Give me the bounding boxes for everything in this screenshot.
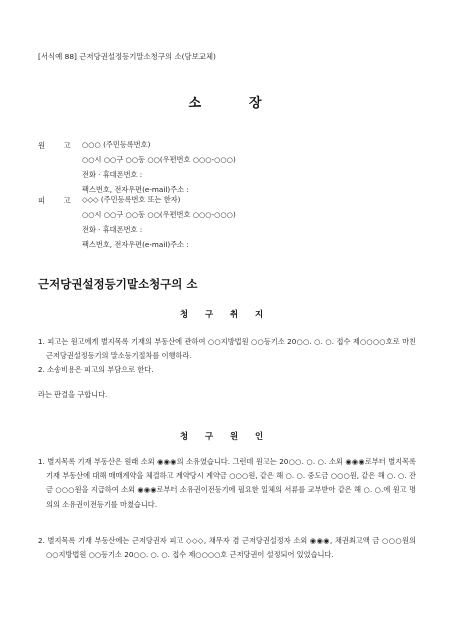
plaintiff-name: ○○○ (주민등록번호)	[82, 140, 151, 149]
reason-heading: 청 구 원 인	[179, 431, 271, 441]
claim-item: 2. 소송비용은 피고의 부담으로 한다.	[38, 365, 154, 375]
defendant-name: ◇◇◇ (주민등록번호 또는 한자)	[82, 195, 181, 204]
defendant-fax-email: 팩스번호, 전자우편(e-mail)주소 :	[82, 240, 189, 249]
defendant-address: ○○시 ○○구 ○○동 ○○(우편번호 ○○○-○○○)	[82, 210, 236, 219]
case-title: 근저당권설정등기말소청구의 소	[38, 277, 198, 291]
document-title	[0, 92, 450, 111]
form-label: [서식예 88] 근저당권설정등기말소청구의 소(담보교체)	[38, 52, 216, 61]
plaintiff-role: 원 고	[38, 141, 79, 150]
reason-list	[38, 455, 416, 512]
plaintiff-phone: 전화 · 휴대폰번호 :	[82, 170, 143, 179]
closing-text: 라는 판결을 구합니다.	[38, 390, 108, 399]
defendant-role: 피 고	[38, 196, 79, 205]
claim-list	[38, 335, 416, 378]
claim-item: 1. 피고는 원고에게 별지목록 기재의 부동산에 관하여 ○○지방법원 ○○등기소 20○○. ○. ○. 접수 제○○○○호로 마친 근저당권설정등기의 말소등기절차를 이행하라.	[38, 337, 416, 361]
title-char-1: 소	[188, 96, 201, 111]
reason-item: 1. 별지목록 기재 부동산은 원래 소외 ◉◉◉의 소유였습니다. 그런데 원고는 20○○. ○. ○. 소외 ◉◉◉로부터 별지목록 기재 부동산에 대해 매매계약을 체결하고 계약당시 계약금 ○○○원, 같은 해 ○. ○. 중도금 ○○○원, 같은 해 ○. ○. 잔금 ○○○원을 지급하여 소외 ◉◉◉로부터 소유권이전등기에 필요한 일체의 서류를 교부받아 같은 해 ○. ○.에 원고 명의의 소유권이전등기를 마쳤습니다.	[38, 457, 416, 509]
reason-item: 2. 별지목록 기재 부동산에는 근저당권자 피고 ◇◇◇, 채무자 겸 근저당권설정자 소외 ◉◉◉, 채권최고액 금 ○○○원의 ○○지방법원 ○○등기소 20○○. ○. ○. 접수 제○○○○호 근저당권이 설정되어 있었습니다.	[38, 536, 416, 560]
title-char-2: 장	[249, 96, 262, 111]
defendant-phone: 전화 · 휴대폰번호 :	[82, 225, 143, 234]
reason-list-2	[38, 534, 416, 562]
claim-heading: 청 구 취 지	[179, 309, 271, 319]
plaintiff-fax-email: 팩스번호, 전자우편(e-mail)주소 :	[82, 185, 189, 194]
plaintiff-address: ○○시 ○○구 ○○동 ○○(우편번호 ○○○-○○○)	[82, 155, 236, 164]
